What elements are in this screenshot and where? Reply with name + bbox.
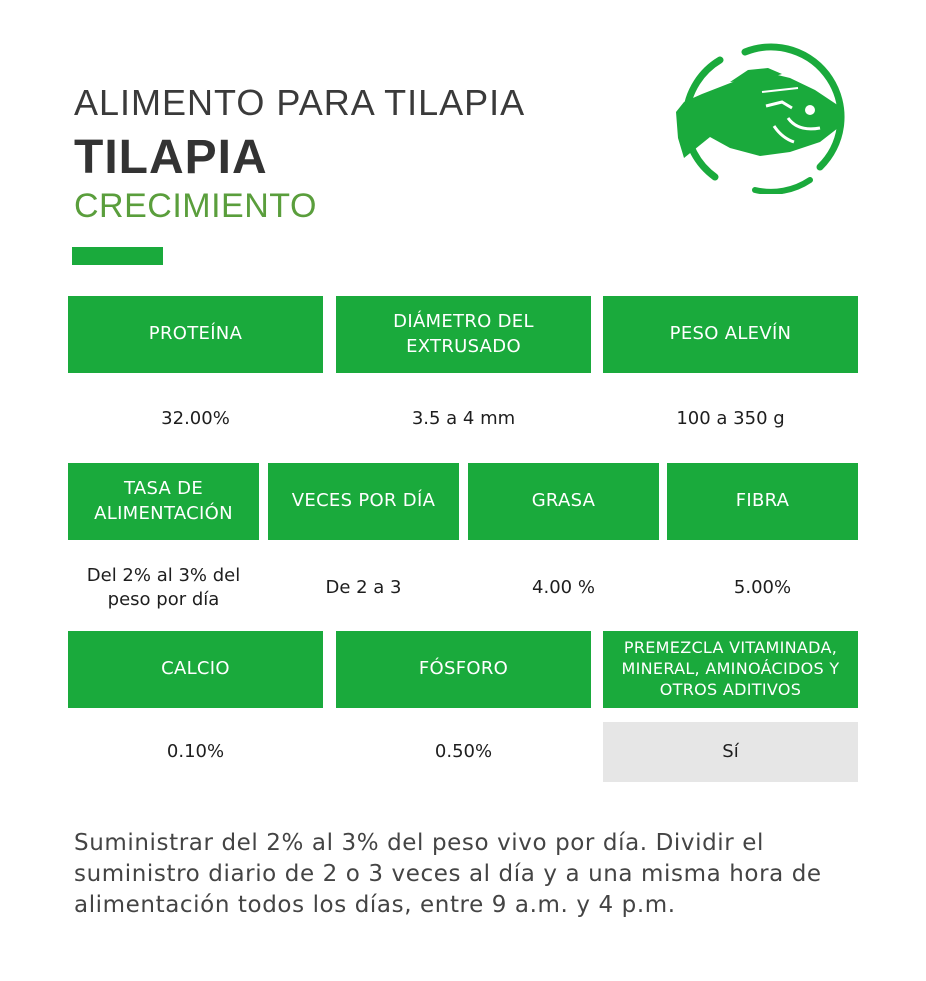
fingerling-weight-value: 100 a 350 g xyxy=(676,407,785,429)
phosphorus-header: FÓSFORO xyxy=(336,631,591,708)
times-per-day-header: VECES POR DÍA xyxy=(268,463,459,540)
growth-stage: CRECIMIENTO xyxy=(74,187,317,225)
calcium-header: CALCIO xyxy=(68,631,323,708)
fiber-header: FIBRA xyxy=(667,463,858,540)
tilapia-fish-logo-icon xyxy=(670,42,850,194)
diameter-value: 3.5 a 4 mm xyxy=(411,407,516,429)
species-name: TILAPIA xyxy=(74,131,268,184)
times-per-day-value: De 2 a 3 xyxy=(325,576,402,598)
diameter-header: DIÁMETRO DEL EXTRUSADO xyxy=(336,296,591,373)
page-title: ALIMENTO PARA TILAPIA xyxy=(74,82,526,123)
phosphorus-value: 0.50% xyxy=(434,740,493,762)
accent-bar xyxy=(72,247,163,265)
fiber-value: 5.00% xyxy=(733,576,792,598)
premix-value: Sí xyxy=(603,722,858,782)
premix-header: PREMEZCLA VITAMINADA, MINERAL, AMINOÁCIDOS Y OTROS ADITIVOS xyxy=(603,631,858,708)
feeding-instructions: Suministrar del 2% al 3% del peso vivo por día. Dividir el suministro diario de 2 o 3 veces al día y a una misma hora de alimentación todos los días, entre 9 a.m. y 4 p.m. xyxy=(74,830,822,918)
protein-header: PROTEÍNA xyxy=(68,296,323,373)
feeding-rate-value: Del 2% al 3% del peso por día xyxy=(86,564,241,610)
fingerling-weight-header: PESO ALEVÍN xyxy=(603,296,858,373)
protein-value: 32.00% xyxy=(161,407,230,429)
fat-header: GRASA xyxy=(468,463,659,540)
feeding-rate-header: TASA DE ALIMENTACIÓN xyxy=(68,463,259,540)
calcium-value: 0.10% xyxy=(166,740,225,762)
fat-value: 4.00 % xyxy=(532,576,595,598)
